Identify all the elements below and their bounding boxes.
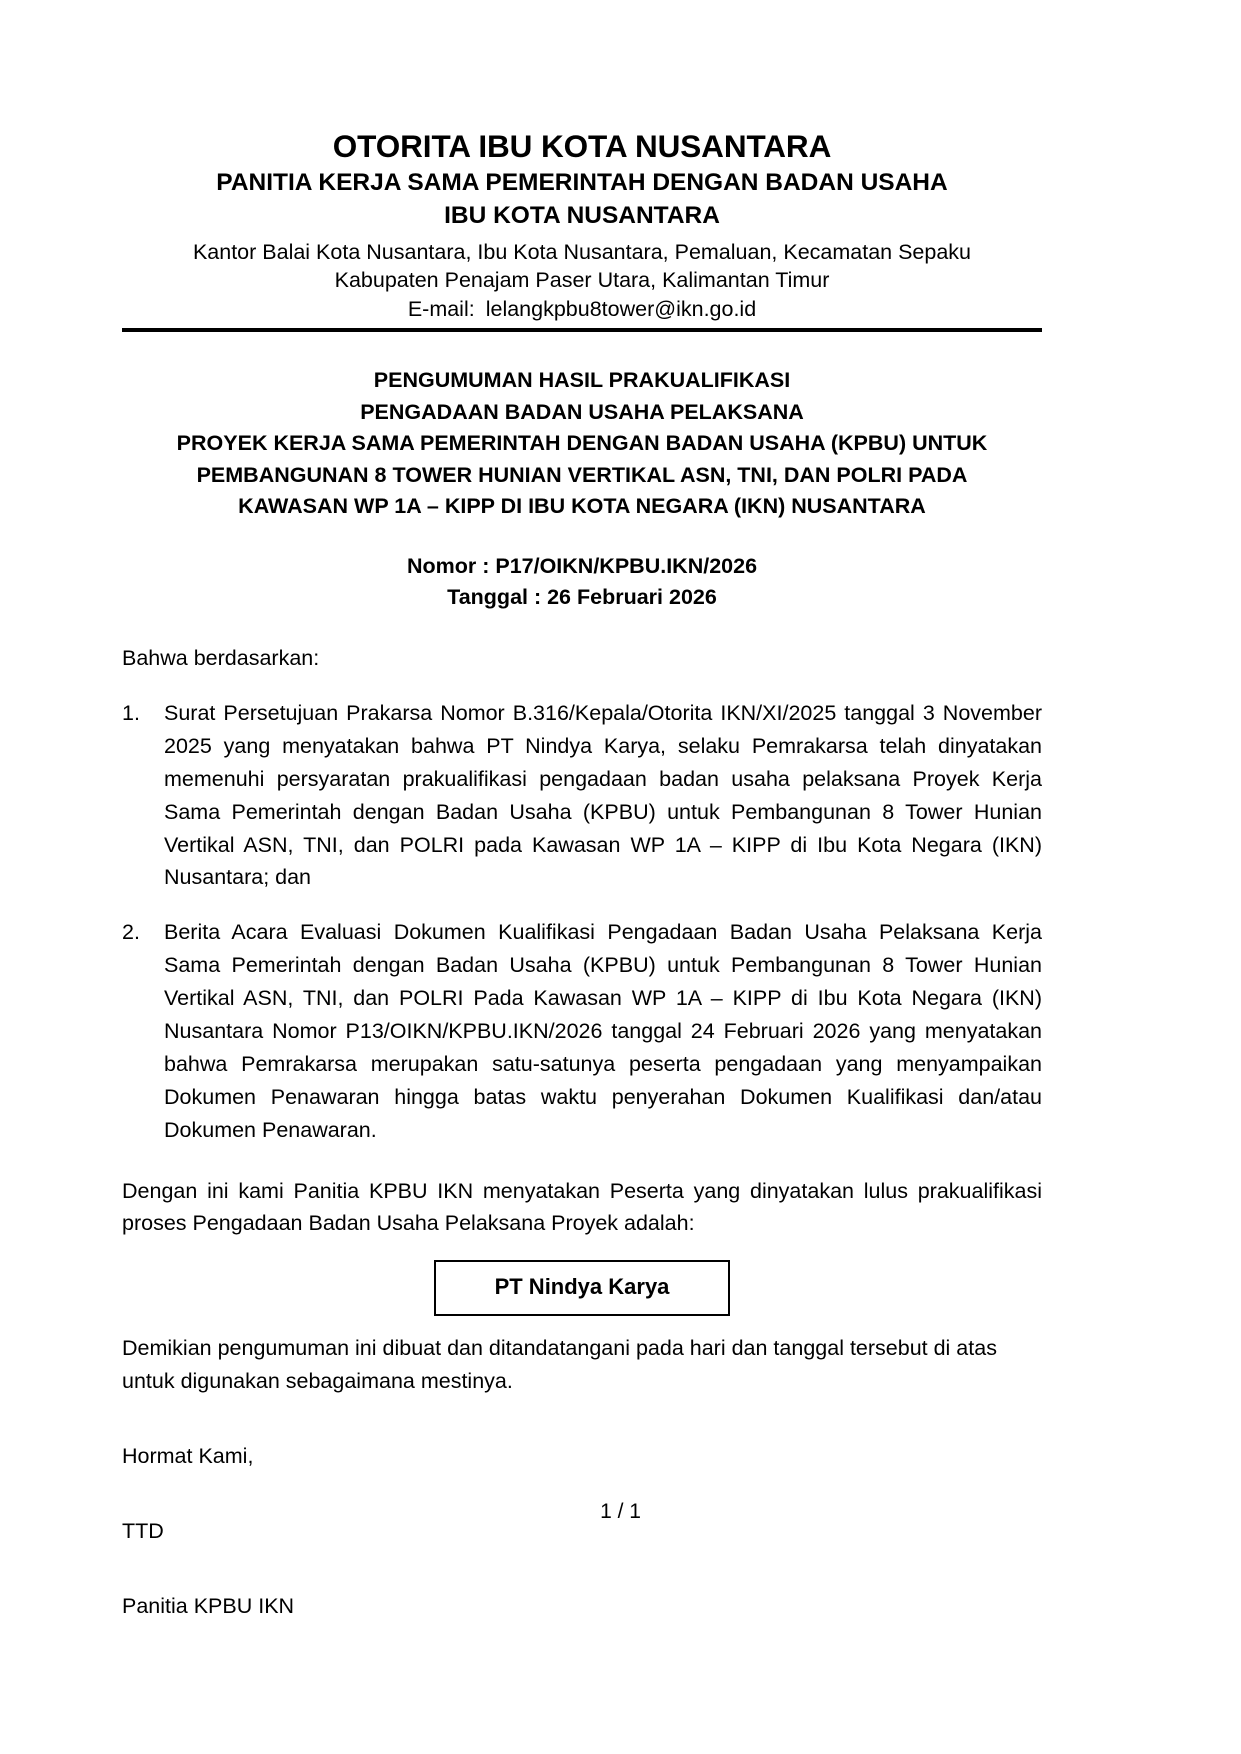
announcement-title-line-5: KAWASAN WP 1A – KIPP DI IBU KOTA NEGARA (IKN) NUSANTARA (238, 494, 926, 519)
signer-line: Panitia KPBU IKN (122, 1593, 295, 1618)
committee-name-line-2: IBU KOTA NUSANTARA (444, 201, 720, 229)
list-item-marker: 1. (122, 700, 140, 725)
document-number: Nomor : P17/OIKN/KPBU.IKN/2026 (406, 553, 758, 578)
letterhead (122, 0, 1042, 324)
announcement-reference (122, 551, 1042, 614)
statement-paragraph: Dengan ini kami Panitia KPBU IKN menyatakan Peserta yang dinyatakan lulus prakualifikasi proses Pengadaan Badan Usaha Pelaksana Proyek adalah: (122, 1178, 1042, 1236)
email-label: E-mail: (407, 297, 475, 322)
organization-name: OTORITA IBU KOTA NUSANTARA (332, 128, 832, 164)
list-item-text: Surat Persetujuan Prakarsa Nomor B.316/Kepala/Otorita IKN/XI/2025 tanggal 3 November 2025 yang menyatakan bahwa PT Nindya Karya, selaku Pemrakarsa telah dinyatakan memenuhi persyaratan prakualifikasi pengadaan badan usaha pelaksana Proyek Kerja Sama Pemerintah dengan Badan Usaha (KPBU) untuk Pembangunan 8 Tower Hunian Vertikal ASN, TNI, dan POLRI pada Kawasan WP 1A – KIPP di Ibu Kota Negara (IKN) Nusantara; dan (164, 700, 1042, 890)
address-line-1: Kantor Balai Kota Nusantara, Ibu Kota Nusantara, Pemaluan, Kecamatan Sepaku (192, 239, 972, 264)
committee-name-line-1: PANITIA KERJA SAMA PEMERINTAH DENGAN BADAN USAHA (216, 168, 948, 196)
list-item (122, 916, 1042, 1146)
email-address: lelangkpbu8tower@ikn.go.id (485, 297, 757, 322)
announcement-title-line-3: PROYEK KERJA SAMA PEMERINTAH DENGAN BADAN USAHA (KPBU) UNTUK (176, 431, 988, 456)
page-footer (0, 1500, 1241, 1524)
regards-line: Hormat Kami, (122, 1444, 254, 1469)
announcement-title-line-1: PENGUMUMAN HASIL PRAKUALIFIKASI (373, 367, 791, 392)
list-item (122, 697, 1042, 894)
document-content (122, 0, 1042, 1623)
page-indicator: 1 / 1 (600, 1500, 641, 1523)
announcement-title (122, 365, 1042, 523)
address-line-2: Kabupaten Penajam Paser Utara, Kalimantan Timur (334, 268, 830, 293)
announcement-title-line-2: PENGADAAN BADAN USAHA PELAKSANA (360, 399, 804, 424)
list-item-text: Berita Acara Evaluasi Dokumen Kualifikasi Pengadaan Badan Usaha Pelaksana Kerja Sama Pemerintah dengan Badan Usaha (KPBU) untuk Pembangunan 8 Tower Hunian Vertikal ASN, TNI, dan POLRI Pada Kawasan WP 1A – KIPP di Ibu Kota Negara (IKN) Nusantara Nomor P13/OIKN/KPBU.IKN/2026 tanggal 24 Februari 2026 yang menyatakan bahwa Pemrakarsa merupakan satu-satunya peserta pengadaan yang menyampaikan Dokumen Penawaran hingga batas waktu penyerahan Dokumen Kualifikasi dan/atau Dokumen Penawaran. (164, 920, 1042, 1142)
closing-paragraph: Demikian pengumuman ini dibuat dan ditandatangani pada hari dan tanggal tersebut di atas untuk digunakan sebagaimana mestinya. (122, 1336, 997, 1394)
ttd-line: TTD (122, 1519, 164, 1543)
intro-paragraph: Bahwa berdasarkan: (122, 646, 320, 671)
email-line (122, 295, 1042, 324)
document-date: Tanggal : 26 Februari 2026 (447, 585, 717, 610)
list-item-marker: 2. (122, 920, 140, 945)
winner-box-container (122, 1260, 1042, 1316)
considerations-list (122, 697, 1042, 1147)
winner-company-box: PT Nindya Karya (434, 1260, 730, 1316)
announcement-title-line-4: PEMBANGUNAN 8 TOWER HUNIAN VERTIKAL ASN, TNI, DAN POLRI PADA (196, 462, 968, 487)
address-block (122, 238, 1042, 296)
letterhead-divider (122, 328, 1042, 332)
